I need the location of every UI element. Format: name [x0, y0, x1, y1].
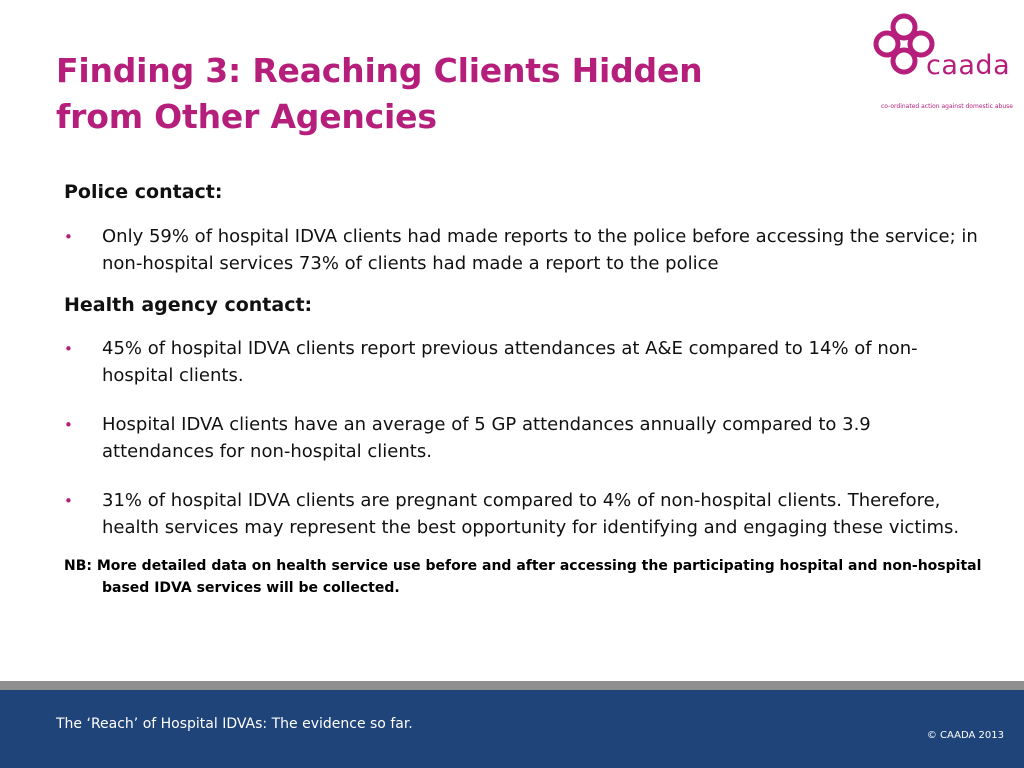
bullet-text: 31% of hospital IDVA clients are pregnant compared to 4% of non-hospital clients. Therefore, health services may represent the best opportunity for identifying and engaging these victims. [102, 490, 960, 538]
bullet-text: Hospital IDVA clients have an average of 5 GP attendances annually compared to 3.9 attendances for non-hospital clients. [102, 414, 871, 462]
health-bullet-list [64, 336, 984, 541]
footer-divider [0, 681, 1024, 690]
logo-tagline: co-ordinated action against domestic abuse [881, 103, 1013, 110]
section-heading-police: Police contact: [64, 181, 223, 203]
footnote: NB: More detailed data on health service use before and after accessing the participating hospital and non-hospital based IDVA services will be collected. [64, 558, 982, 596]
list-item [64, 336, 984, 389]
list-item [64, 412, 984, 465]
bullet-icon: • [64, 416, 73, 434]
bullet-icon: • [64, 228, 73, 246]
slide-title-line-2: from Other Agencies [56, 97, 437, 136]
slide-title-line-1: Finding 3: Reaching Clients Hidden [56, 51, 703, 90]
list-item [64, 488, 984, 541]
footer-bar [0, 690, 1024, 768]
slide-title [56, 48, 856, 140]
slide-content [64, 180, 984, 599]
bullet-text: Only 59% of hospital IDVA clients had made reports to the police before accessing the service; in non-hospital services 73% of clients had made a report to the police [102, 226, 978, 274]
police-bullet-list [64, 224, 984, 277]
list-item [64, 224, 984, 277]
logo-wordmark: caada [926, 50, 1011, 81]
caada-logo [868, 6, 1022, 118]
section-heading-health: Health agency contact: [64, 294, 313, 316]
bullet-icon: • [64, 492, 73, 510]
bullet-icon: • [64, 340, 73, 358]
footer-copyright: © CAADA 2013 [926, 730, 1004, 741]
bullet-text: 45% of hospital IDVA clients report previous attendances at A&E compared to 14% of non-hospital clients. [102, 338, 918, 386]
footer-presentation-title: The ‘Reach’ of Hospital IDVAs: The evidence so far. [56, 716, 413, 732]
